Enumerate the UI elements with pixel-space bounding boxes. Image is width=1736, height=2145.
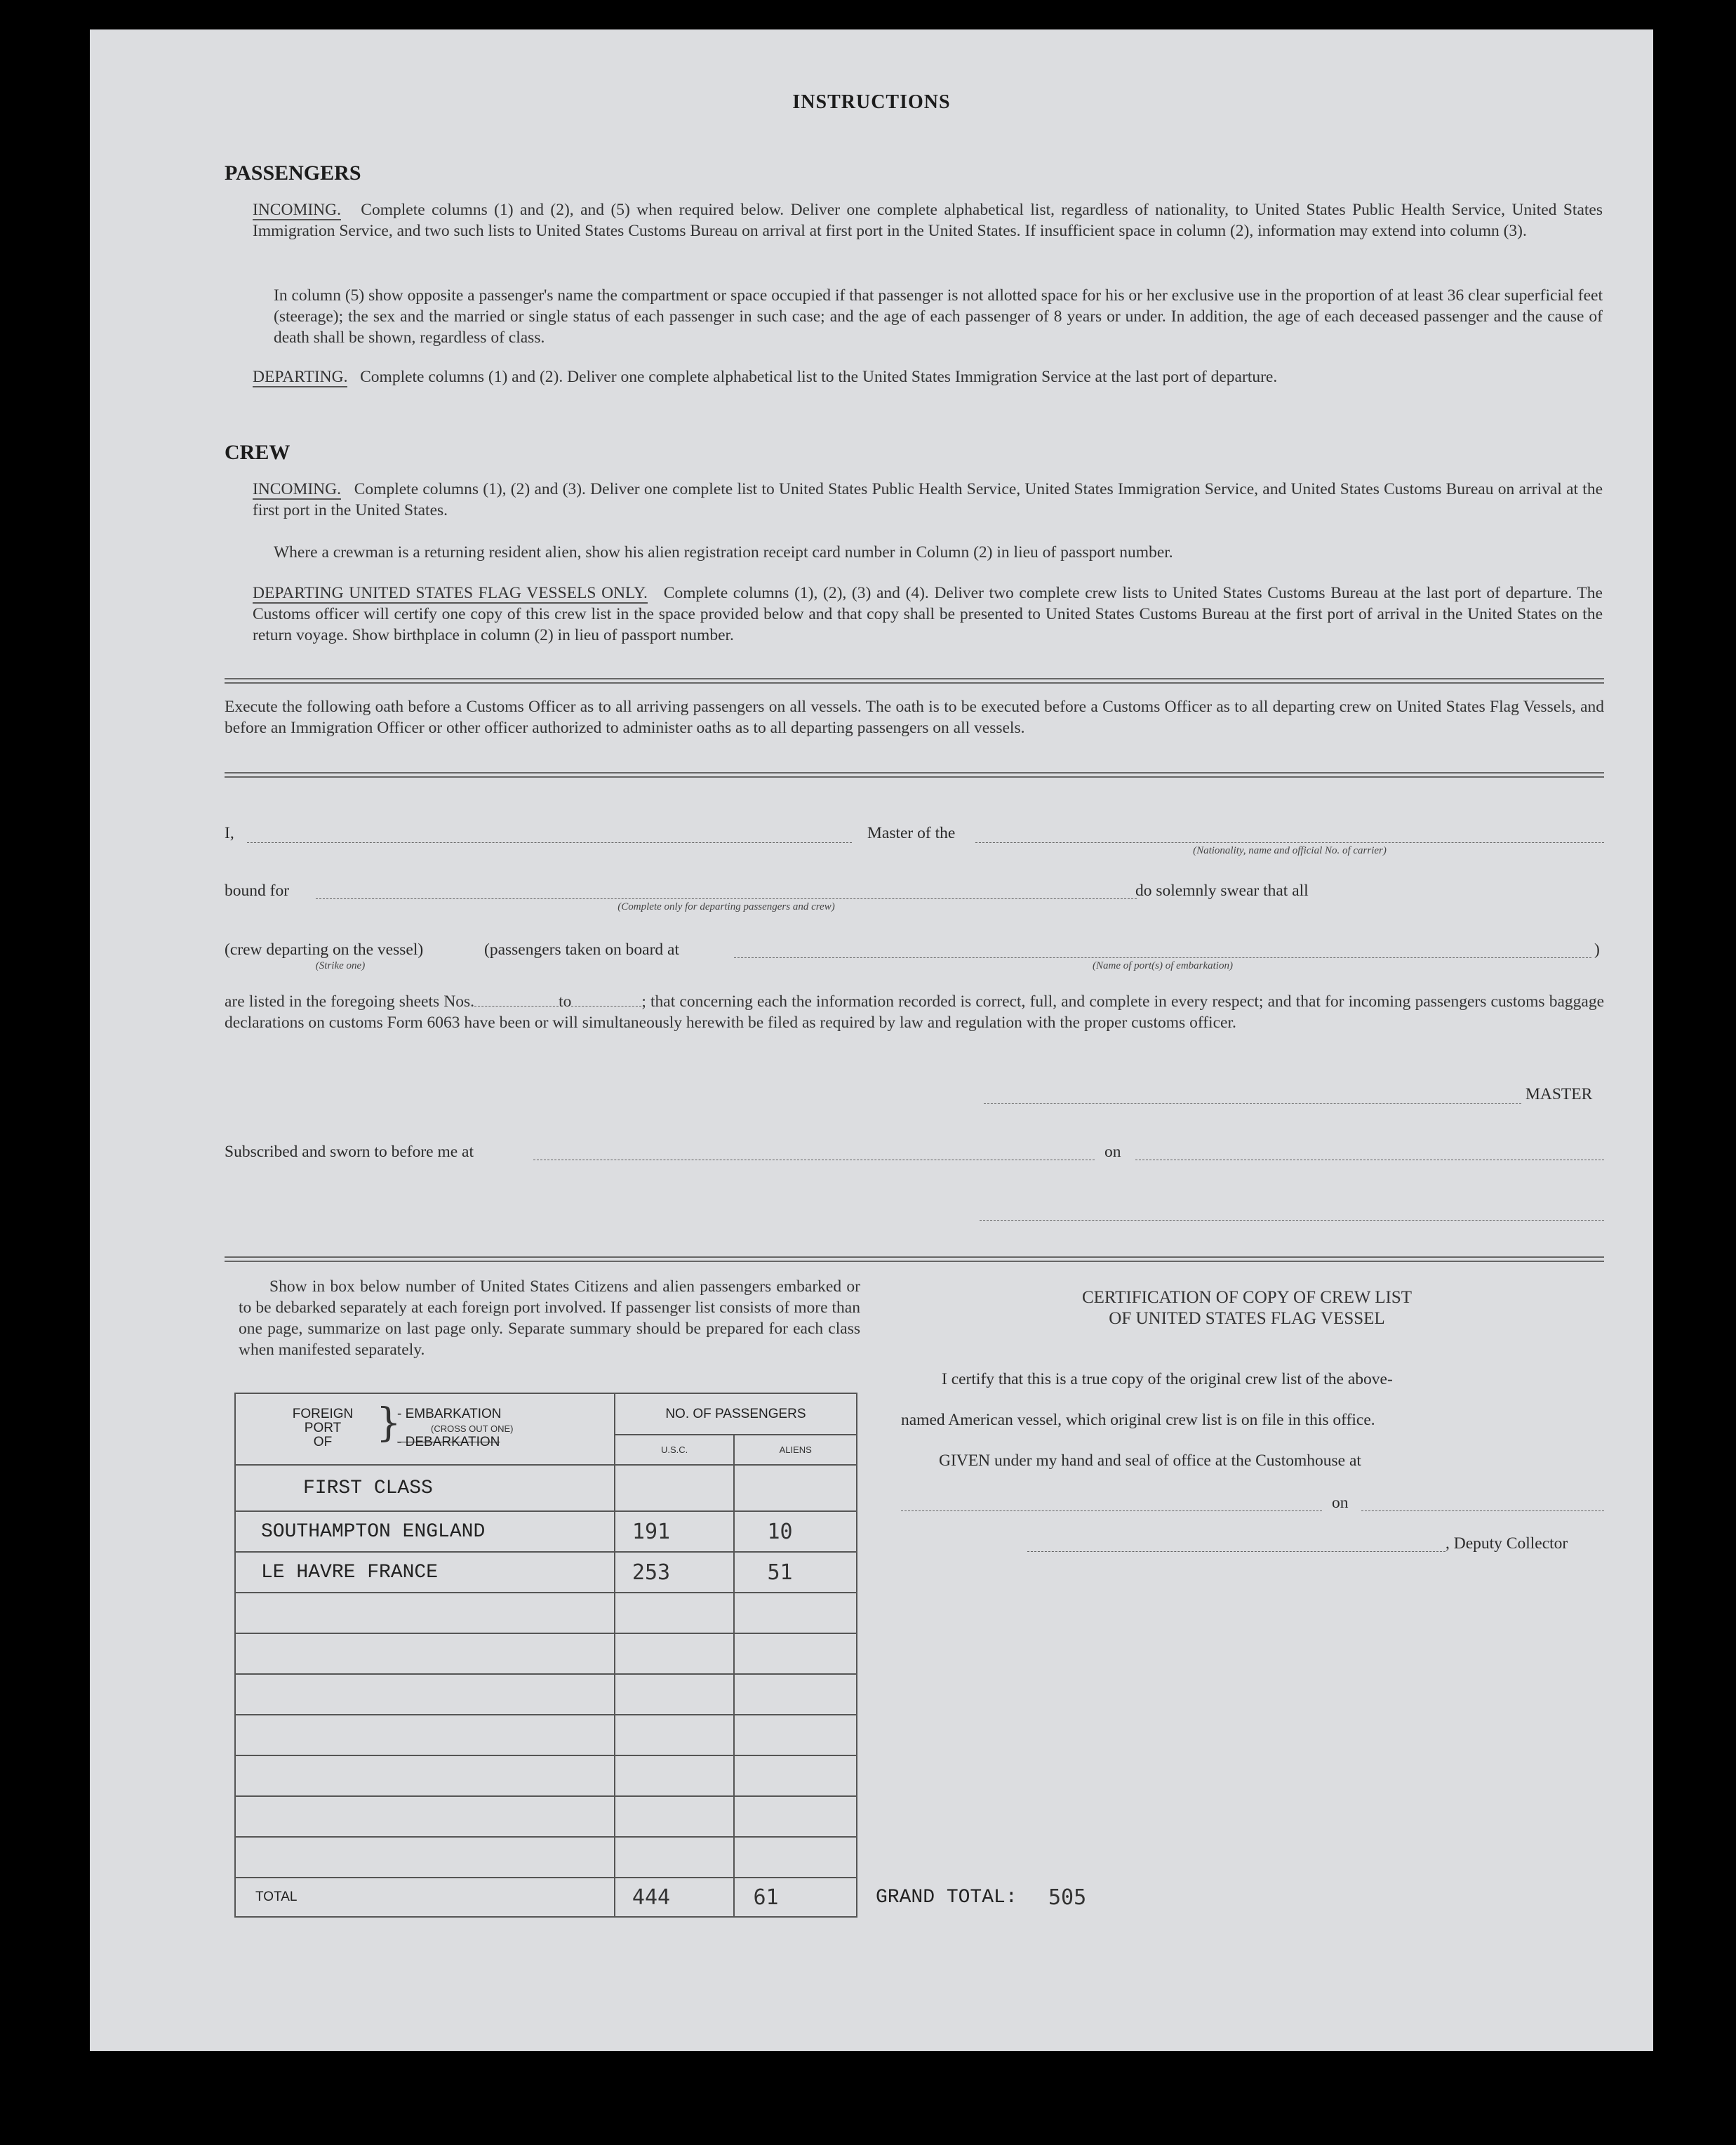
passengers-departing-label: DEPARTING. [253, 368, 348, 386]
usc-cell[interactable] [615, 1674, 735, 1715]
port-cell[interactable] [235, 1674, 615, 1715]
usc-cell[interactable]: 253 [615, 1552, 735, 1593]
passengers-taken-option[interactable]: (passengers taken on board at [484, 941, 679, 959]
aliens-cell[interactable] [734, 1593, 857, 1633]
of-label: OF [313, 1435, 333, 1449]
usc-cell[interactable] [615, 1715, 735, 1755]
port-cell[interactable] [235, 1593, 615, 1633]
crew-departing-text: Complete columns (1), (2), (3) and (4). Deliver two complete crew lists to United States Customs Bureau at the last port of departure. The Customs officer will certify one copy of this crew list in the space provided below and that copy shall be presented to United States Customs Bureau at the first port of arrival in the United States on the return voyage. Show birthplace in column (2) in lieu of passport number. [253, 584, 1603, 644]
strike-one-caption: (Strike one) [315, 960, 366, 971]
usc-cell[interactable] [615, 1755, 735, 1796]
cert-date-field[interactable] [1361, 1510, 1604, 1511]
listed-prefix: are listed in the foregoing sheets Nos. [225, 992, 475, 1011]
total-row [235, 1878, 857, 1917]
usc-cell[interactable] [615, 1796, 735, 1837]
crew-heading: CREW [225, 441, 291, 464]
oath-i-label: I, [225, 824, 234, 842]
port-cell[interactable] [235, 1796, 615, 1837]
total-aliens[interactable]: 61 [734, 1878, 857, 1917]
to-label: to [559, 992, 572, 1011]
crew-incoming-label: INCOMING. [253, 480, 341, 498]
listed-paragraph [225, 991, 1604, 1033]
crew-resident-paragraph: Where a crewman is a returning resident alien, show his alien registration receipt card number in Column (2) in lieu of passport number. [274, 543, 1173, 562]
master-signature-field[interactable] [984, 1103, 1521, 1104]
subscribed-label: Subscribed and sworn to before me at [225, 1143, 474, 1161]
usc-cell[interactable] [615, 1837, 735, 1878]
usc-cell[interactable] [615, 1633, 735, 1674]
divider [225, 1256, 1604, 1262]
table-row [235, 1674, 857, 1715]
foreign-label: FOREIGN [292, 1407, 354, 1421]
passengers-heading: PASSENGERS [225, 161, 361, 185]
deputy-collector-label: , Deputy Collector [1445, 1534, 1568, 1553]
port-header-cell [235, 1393, 615, 1465]
usc-cell[interactable] [615, 1465, 735, 1511]
swear-label: do solemnly swear that all [1135, 882, 1309, 900]
aliens-cell[interactable] [734, 1715, 857, 1755]
close-paren: ) [1594, 941, 1600, 959]
aliens-cell[interactable] [734, 1674, 857, 1715]
bound-caption: (Complete only for departing passengers and crew) [617, 901, 835, 912]
passengers-incoming-text: Complete columns (1) and (2), and (5) when required below. Deliver one complete alphabetical list, regardless of nationality, to United States Public Health Service, United States Immigration Service, and two such lists to United States Customs Bureau on arrival at first port in the United States. If insufficient space in column (2), information may extend into column (3). [253, 201, 1603, 240]
carrier-field[interactable] [975, 842, 1604, 843]
master-label: MASTER [1525, 1085, 1593, 1103]
ports-caption: (Name of port(s) of embarkation) [1093, 960, 1233, 971]
debarkation-label[interactable]: - DEBARKATION [397, 1435, 500, 1449]
crew-incoming-text: Complete columns (1), (2) and (3). Deliver one complete list to United States Public Health Service, United States Immigration Service, and United States Customs Bureau on arrival at the first port in the United States. [253, 480, 1603, 519]
divider [225, 772, 1604, 778]
document-page [90, 29, 1653, 2051]
certify-line-1: I certify that this is a true copy of the original crew list of the above- [942, 1370, 1393, 1388]
table-row [235, 1552, 857, 1593]
port-cell[interactable] [235, 1715, 615, 1755]
embarkation-ports-field[interactable] [734, 957, 1591, 958]
port-cell[interactable]: SOUTHAMPTON ENGLAND [235, 1511, 615, 1552]
port-cell[interactable]: LE HAVRE FRANCE [235, 1552, 615, 1593]
table-row [235, 1755, 857, 1796]
bound-for-label: bound for [225, 882, 290, 900]
listed-text: ; that concerning each the information recorded is correct, full, and complete in every respect; and that for incoming passengers customs baggage declarations on customs Form 6063 have been or will simultaneously herewith be filed as required by law and regulation with the proper customs officer. [225, 992, 1605, 1032]
aliens-cell[interactable] [734, 1465, 857, 1511]
summary-instructions: Show in box below number of United States Citizens and alien passengers embarked or to be debarked separately at each foreign port involved. If passenger list consists of more than one page, summarize on last page only. Separate summary should be prepared for each class when manifested separately. [239, 1277, 860, 1359]
table-row [235, 1796, 857, 1837]
aliens-cell[interactable] [734, 1837, 857, 1878]
crew-incoming-paragraph [253, 479, 1603, 521]
table-row [235, 1465, 857, 1511]
oath-intro: Execute the following oath before a Customs Officer as to all arriving passengers on all vessels. The oath is to be executed before a Customs Officer as to all departing crew on United States Flag Vessels, and before an Immigration Officer or other officer authorized to administer oaths as to all departing passengers on all vessels. [225, 698, 1604, 737]
port-cell[interactable] [235, 1633, 615, 1674]
passengers-departing-text: Complete columns (1) and (2). Deliver one complete alphabetical list to the United States Immigration Service at the last port of departure. [360, 368, 1278, 386]
port-cell[interactable] [235, 1755, 615, 1796]
table-row [235, 1715, 857, 1755]
master-of-the-label: Master of the [867, 824, 956, 842]
total-usc[interactable]: 444 [615, 1878, 735, 1917]
passenger-summary-table [234, 1393, 857, 1918]
passengers-departing-paragraph [253, 366, 1603, 387]
divider [225, 678, 1604, 684]
aliens-cell[interactable] [734, 1796, 857, 1837]
port-label: PORT [304, 1421, 342, 1435]
passengers-column5-paragraph: In column (5) show opposite a passenger's name the compartment or space occupied if that passenger is not allotted space for his or her exclusive use in the proportion of at least 36 clear superficial feet (steerage); the sex and the married or single status of each passenger in such case; and the age of each passenger of 8 years or under. In addition, the age of each deceased passenger and the cause of death shall be shown, regardless of class. [274, 286, 1603, 347]
cross-out-note: (CROSS OUT ONE) [431, 1423, 514, 1434]
port-cell[interactable] [235, 1837, 615, 1878]
passengers-incoming-paragraph [253, 199, 1603, 241]
aliens-cell[interactable]: 10 [734, 1511, 857, 1552]
usc-cell[interactable] [615, 1593, 735, 1633]
crew-departing-paragraph [253, 583, 1603, 646]
officer-signature-field[interactable] [980, 1220, 1604, 1221]
certification-title-1: CERTIFICATION OF COPY OF CREW LIST [1081, 1288, 1413, 1307]
crew-departing-label: DEPARTING UNITED STATES FLAG VESSELS ONLY. [253, 584, 648, 602]
sheet-to-field[interactable] [571, 1006, 641, 1007]
bound-for-field[interactable] [316, 898, 1137, 899]
deputy-signature-field[interactable] [1027, 1551, 1445, 1552]
no-of-passengers-header: NO. OF PASSENGERS [615, 1393, 857, 1435]
usc-header: U.S.C. [615, 1435, 735, 1465]
embarkation-label[interactable]: - EMBARKATION [397, 1407, 502, 1421]
master-name-field[interactable] [247, 842, 852, 843]
grand-total-label: GRAND TOTAL: [876, 1887, 1017, 1908]
brace-icon: } [376, 1400, 401, 1446]
nationality-caption: (Nationality, name and official No. of carrier) [1193, 845, 1387, 856]
aliens-cell[interactable] [734, 1633, 857, 1674]
aliens-cell[interactable] [734, 1755, 857, 1796]
grand-total-value: 505 [1048, 1885, 1087, 1910]
aliens-header: ALIENS [734, 1435, 857, 1465]
sheet-from-field[interactable] [474, 1006, 559, 1007]
cert-on-label: on [1332, 1494, 1349, 1512]
customhouse-location-field[interactable] [901, 1510, 1322, 1511]
table-row [235, 1633, 857, 1674]
on-label: on [1104, 1143, 1121, 1161]
port-cell[interactable]: FIRST CLASS [235, 1465, 615, 1511]
table-row [235, 1511, 857, 1552]
given-line: GIVEN under my hand and seal of office at the Customhouse at [939, 1452, 1361, 1470]
certify-line-2: named American vessel, which original crew list is on file in this office. [901, 1411, 1375, 1429]
crew-departing-option[interactable]: (crew departing on the vessel) [225, 941, 424, 959]
summary-rows [235, 1465, 857, 1878]
table-row [235, 1837, 857, 1878]
usc-cell[interactable]: 191 [615, 1511, 735, 1552]
certification-title-2: OF UNITED STATES FLAG VESSEL [1109, 1309, 1385, 1328]
page-title: INSTRUCTIONS [792, 91, 951, 113]
aliens-cell[interactable]: 51 [734, 1552, 857, 1593]
total-label: TOTAL [235, 1878, 615, 1917]
table-row [235, 1593, 857, 1633]
passengers-incoming-label: INCOMING. [253, 201, 341, 219]
